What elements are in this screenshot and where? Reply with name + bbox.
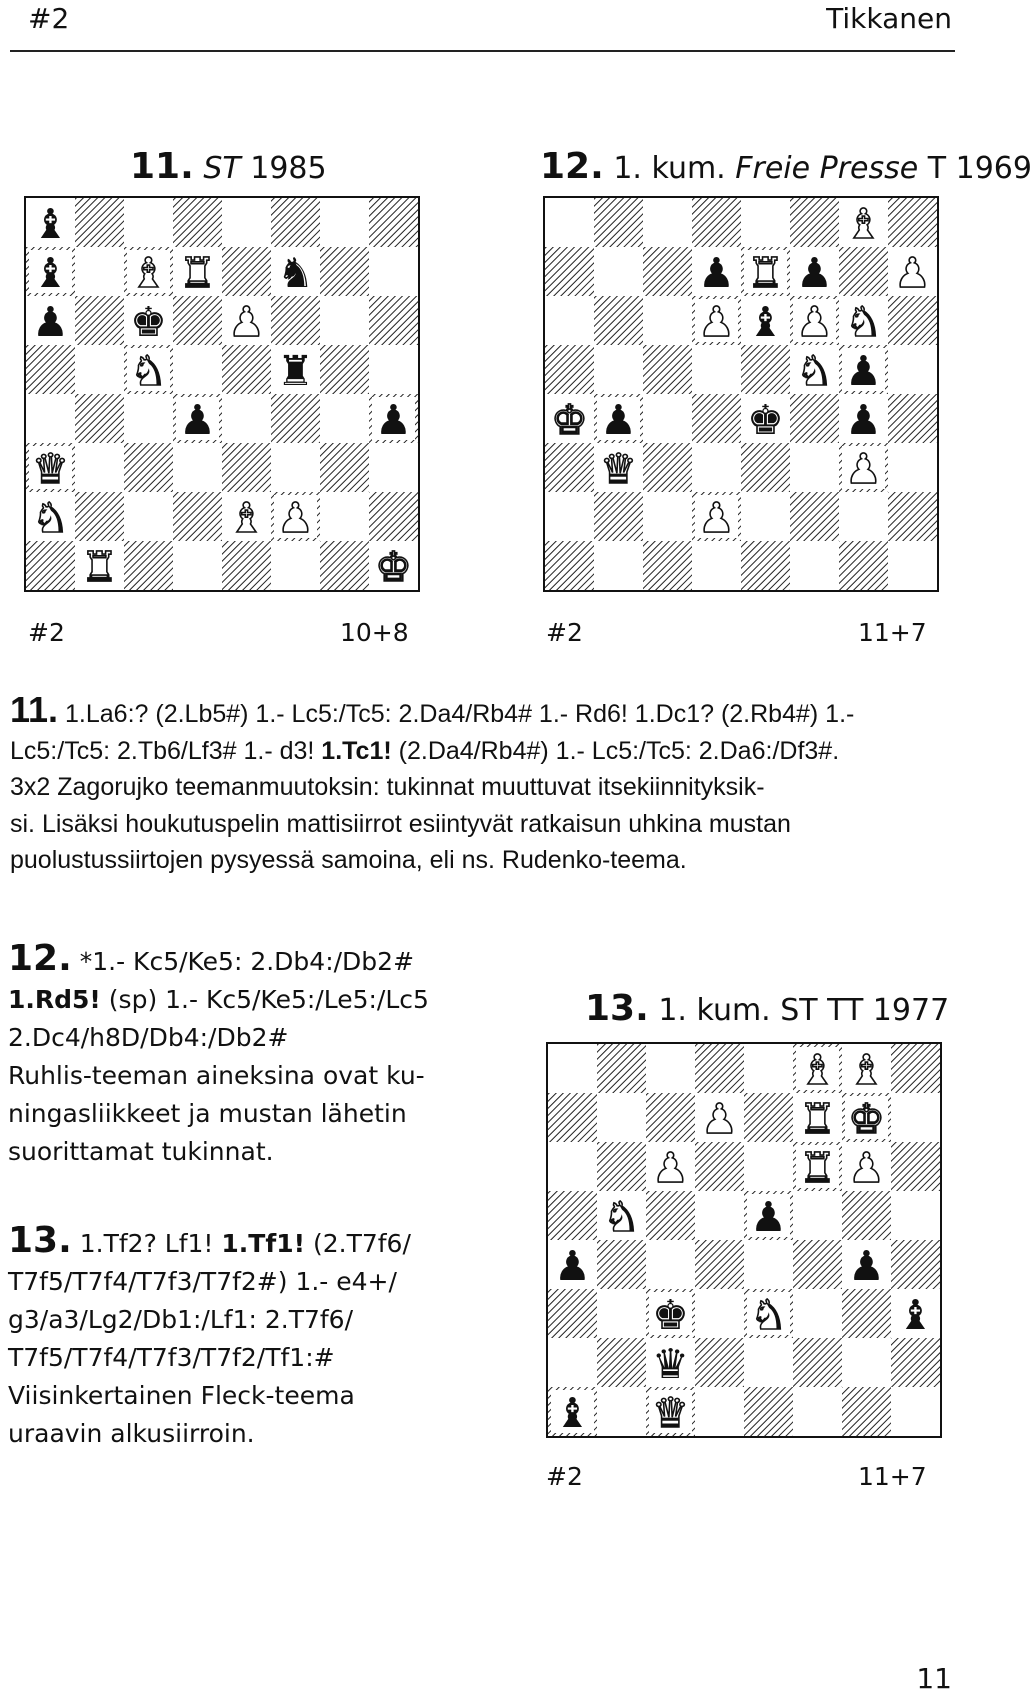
white-rook-icon: ♜ [799,1094,836,1143]
white-rook-icon: ♜ [747,248,784,297]
solution-12-text [8,940,436,1171]
white-pawn-icon: ♟ [796,297,833,346]
white-pawn-icon: ♟ [277,493,314,542]
solution-13-line-2: T7f5/T7f4/T7f3/T7f2#) 1.- e4+/ [8,1267,397,1296]
black-pawn-icon: ♟ [179,395,216,444]
dark-square [597,1044,646,1093]
dark-square [888,394,937,443]
dark-square [646,1191,695,1240]
dark-square [695,1142,744,1191]
dark-square [271,296,320,345]
dark-square [790,394,839,443]
white-pawn-icon: ♟ [228,297,265,346]
dark-square [75,492,124,541]
black-rook-icon: ♜ [277,346,314,395]
problem-11-number: 11. [130,146,194,187]
dark-square [891,1338,940,1387]
black-pawn-icon: ♟ [554,1241,591,1290]
problem-12-number: 12. [540,146,604,187]
black-king-icon: ♚ [652,1290,689,1339]
dark-square [888,198,937,247]
dark-square [173,492,222,541]
white-rook-icon: ♜ [81,542,118,591]
white-knight-icon: ♞ [796,346,833,395]
dark-square [222,345,271,394]
solution-12-key-move: 1.Rd5! [8,985,101,1014]
dark-square [891,1142,940,1191]
dark-square [891,1240,940,1289]
dark-square [793,1338,842,1387]
black-pawn-icon: ♟ [600,395,637,444]
white-bishop-icon: ♝ [130,248,167,297]
dark-square [839,247,888,296]
dark-square [548,1289,597,1338]
white-pawn-icon: ♟ [698,297,735,346]
solution-12-line-6: suorittamat tukinnat. [8,1137,274,1166]
dark-square [692,394,741,443]
dark-square [545,541,594,590]
dark-square [695,1338,744,1387]
dark-square [173,296,222,345]
problem-13-chessboard [546,1042,942,1438]
dark-square [545,443,594,492]
solution-11-text [10,689,955,879]
problem-11-heading [130,146,327,187]
solution-13-line-3: g3/a3/Lg2/Db1:/Lf1: 2.T7f6/ [8,1305,354,1334]
white-pawn-icon: ♟ [698,493,735,542]
problem-12-material: 11+7 [858,618,927,647]
dark-square [597,1142,646,1191]
page-number: 11 [916,1662,952,1695]
solution-11-number: 11. [10,689,59,730]
problem-12-chessboard [543,196,939,592]
white-queen-icon: ♛ [32,444,69,493]
dark-square [842,1289,891,1338]
dark-square [793,1240,842,1289]
solution-13-number: 13. [8,1220,72,1261]
dark-square [643,443,692,492]
problem-11-material: 10+8 [340,618,409,647]
dark-square [124,541,173,590]
white-rook-icon: ♜ [179,248,216,297]
solution-11-line-3: 3x2 Zagorujko teemanmuutoksin: tukinnat muuttuvat itsekiinnityksik- [10,773,765,801]
problem-13-source: 1. kum. ST TT 1977 [658,993,950,1028]
white-bishop-icon: ♝ [845,199,882,248]
black-pawn-icon: ♟ [698,248,735,297]
solution-11-line-2a: Lc5:/Tc5: 2.Tb6/Lf3# 1.- d3! [10,736,322,765]
white-bishop-icon: ♝ [799,1045,836,1094]
dark-square [597,1240,646,1289]
white-king-icon: ♚ [551,395,588,444]
problem-12-source-italic: Freie Presse [735,151,919,186]
solution-11-line-4: si. Lisäksi houkutuspelin mattisiirrot esiintyvät ratkaisun uhkina mustan [10,809,791,838]
dark-square [842,1387,891,1436]
dark-square [790,492,839,541]
dark-square [271,394,320,443]
white-pawn-icon: ♟ [894,248,931,297]
solution-13-text [8,1222,436,1453]
white-knight-icon: ♞ [130,346,167,395]
black-queen-icon: ♛ [652,1339,689,1388]
solution-12-number: 12. [8,938,72,979]
solution-12-line-2: (sp) 1.- Kc5/Ke5:/Le5:/Lc5 [100,985,429,1014]
black-bishop-icon: ♝ [747,297,784,346]
white-knight-icon: ♞ [750,1290,787,1339]
dark-square [548,1093,597,1142]
dark-square [790,198,839,247]
dark-square [594,198,643,247]
dark-square [597,1338,646,1387]
problem-13-heading [585,988,949,1029]
white-bishop-icon: ♝ [848,1045,885,1094]
dark-square [320,443,369,492]
black-bishop-icon: ♝ [32,199,69,248]
problem-13-number: 13. [585,988,649,1029]
dark-square [839,541,888,590]
black-pawn-icon: ♟ [32,297,69,346]
dark-square [643,345,692,394]
dark-square [646,1093,695,1142]
dark-square [75,198,124,247]
header-rule [10,50,955,52]
white-knight-icon: ♞ [32,493,69,542]
running-header-title: Tikkanen [826,2,952,35]
solution-13-line-6: uraavin alkusiirroin. [8,1419,255,1448]
white-pawn-icon: ♟ [845,444,882,493]
black-bishop-icon: ♝ [897,1290,934,1339]
white-queen-icon: ♛ [652,1388,689,1437]
dark-square [222,541,271,590]
black-pawn-icon: ♟ [796,248,833,297]
black-king-icon: ♚ [130,297,167,346]
black-pawn-icon: ♟ [750,1192,787,1241]
dark-square [369,492,418,541]
dark-square [594,492,643,541]
solution-12-line-5: ningasliikkeet ja mustan lähetin [8,1099,407,1128]
black-pawn-icon: ♟ [845,395,882,444]
white-pawn-icon: ♟ [701,1094,738,1143]
problem-11-source-year: 1985 [240,151,327,186]
problem-13-material: 11+7 [858,1462,927,1491]
dark-square [320,247,369,296]
dark-square [173,198,222,247]
dark-square [369,296,418,345]
dark-square [692,198,741,247]
dark-square [545,247,594,296]
dark-square [369,198,418,247]
solution-13-line-1a: 1.Tf2? Lf1! [79,1229,222,1258]
white-king-icon: ♚ [848,1094,885,1143]
solution-11-line-2b: (2.Da4/Rb4#) 1.- Lc5:/Tc5: 2.Da6:/Df3#. [391,736,840,765]
solution-12-line-3: 2.Dc4/h8D/Db4:/Db2# [8,1023,289,1052]
solution-11-key-move: 1.Tc1! [321,736,392,765]
dark-square [741,541,790,590]
dark-square [744,1387,793,1436]
problem-12-source-year: T 1969 [918,151,1032,186]
dark-square [222,247,271,296]
solution-11-line-1: 1.La6:? (2.Lb5#) 1.- Lc5:/Tc5: 2.Da4/Rb4# 1.- Rd6! 1.Dc1? (2.Rb4#) 1.- [65,700,855,728]
white-bishop-icon: ♝ [228,493,265,542]
white-rook-icon: ♜ [799,1143,836,1192]
black-pawn-icon: ♟ [845,346,882,395]
solution-12-line-1: *1.- Kc5/Ke5: 2.Db4:/Db2# [79,947,415,976]
solution-11-line-5: puolustussiirtojen pysyessä samoina, eli ns. Rudenko-teema. [10,846,687,874]
dark-square [75,394,124,443]
dark-square [75,296,124,345]
dark-square [643,247,692,296]
white-king-icon: ♚ [375,542,412,591]
problem-13-stipulation: #2 [546,1462,583,1491]
dark-square [124,443,173,492]
dark-square [320,541,369,590]
problem-11-source-italic: ST [203,151,241,186]
problem-12-stipulation: #2 [546,618,583,647]
white-knight-icon: ♞ [845,297,882,346]
problem-12-source-plain: 1. kum. [613,151,736,186]
dark-square [548,1191,597,1240]
solution-13-line-4: T7f5/T7f4/T7f3/T7f2/Tf1:# [8,1343,335,1372]
black-king-icon: ♚ [747,395,784,444]
dark-square [741,345,790,394]
dark-square [643,541,692,590]
problem-12-heading [540,146,1032,187]
dark-square [744,1093,793,1142]
problem-11-chessboard [24,196,420,592]
dark-square [594,296,643,345]
dark-square [545,345,594,394]
dark-square [26,345,75,394]
black-bishop-icon: ♝ [32,248,69,297]
solution-12-line-4: Ruhlis-teeman aineksina ovat ku- [8,1061,425,1090]
running-header-left: #2 [28,2,70,35]
dark-square [695,1240,744,1289]
problem-11-stipulation: #2 [28,618,65,647]
dark-square [222,443,271,492]
dark-square [695,1044,744,1093]
dark-square [26,541,75,590]
dark-square [842,1191,891,1240]
dark-square [271,198,320,247]
dark-square [320,345,369,394]
black-bishop-icon: ♝ [554,1388,591,1437]
dark-square [888,296,937,345]
solution-13-line-1b: (2.T7f6/ [305,1229,411,1258]
solution-13-key-move: 1.Tf1! [221,1229,306,1258]
dark-square [891,1044,940,1093]
white-queen-icon: ♛ [600,444,637,493]
dark-square [741,443,790,492]
black-pawn-icon: ♟ [375,395,412,444]
white-pawn-icon: ♟ [652,1143,689,1192]
black-pawn-icon: ♟ [848,1241,885,1290]
solution-13-line-5: Viisinkertainen Fleck-teema [8,1381,355,1410]
black-knight-icon: ♞ [277,248,314,297]
white-knight-icon: ♞ [603,1192,640,1241]
white-pawn-icon: ♟ [848,1143,885,1192]
dark-square [888,492,937,541]
